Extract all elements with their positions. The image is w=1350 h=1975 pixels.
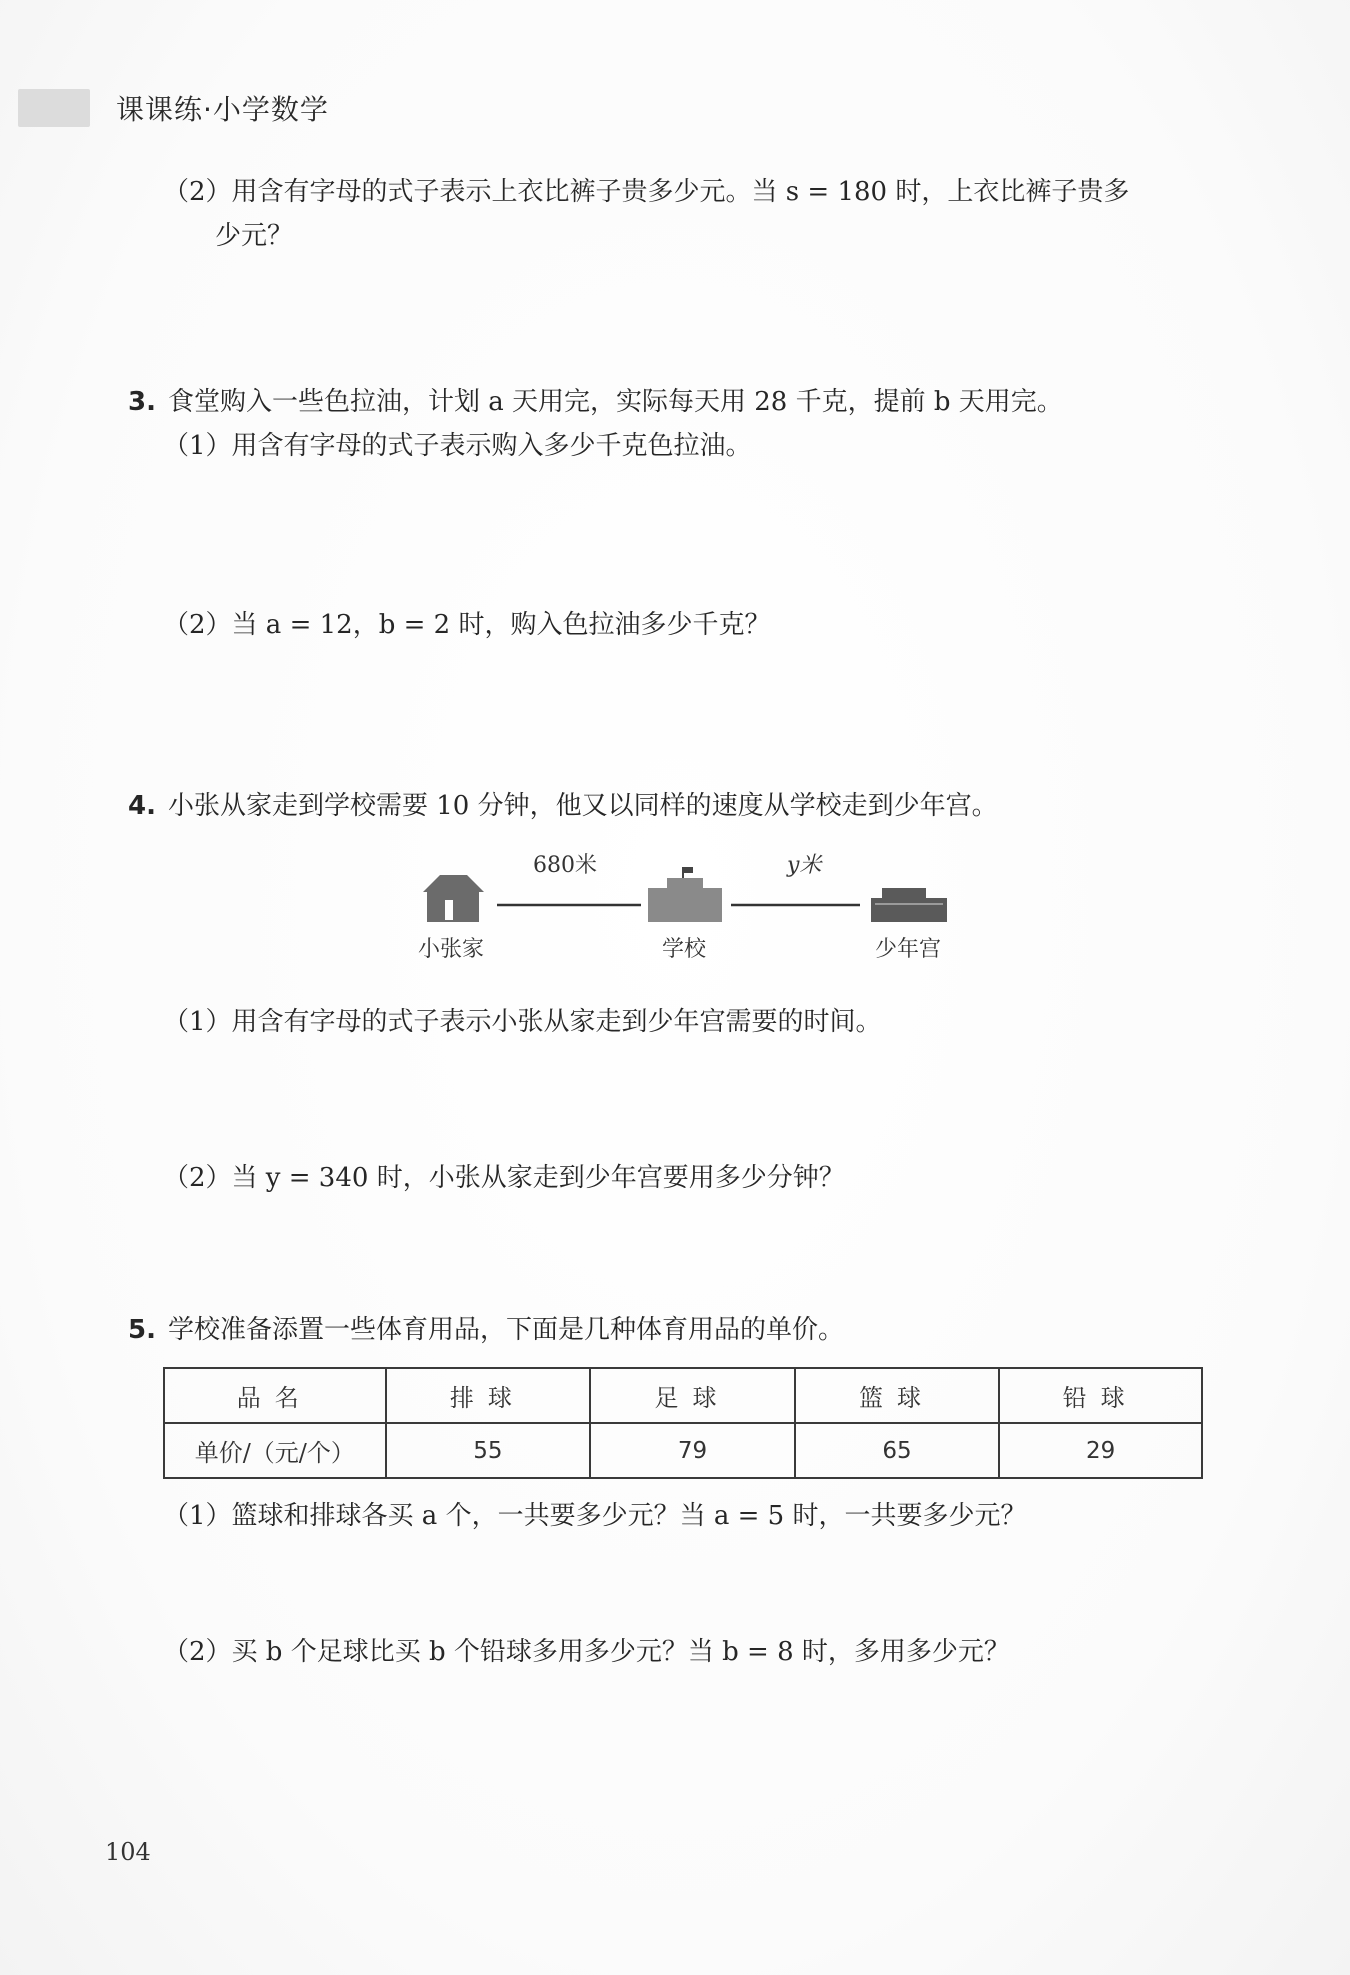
- price-table-header-row: [164, 1368, 1202, 1423]
- question-4: [128, 784, 998, 828]
- question-5-sub2: （2）买 b 个足球比买 b 个铅球多用多少元？当 b = 8 时，多用多少元？: [163, 1637, 1010, 1667]
- route-diagram: [405, 850, 965, 970]
- distance-school-palace: y米: [787, 853, 822, 878]
- question-4-text: 小张从家走到学校需要 10 分钟，他又以同样的速度从学校走到少年宫。: [167, 791, 998, 821]
- price-football: 79: [590, 1423, 795, 1478]
- question-5-sub1: （1）篮球和排球各买 a 个，一共要多少元？当 a = 5 时，一共要多少元？: [163, 1501, 1027, 1531]
- label-school: 学校: [662, 937, 707, 962]
- question-3-sub2: （2）当 a = 12，b = 2 时，购入色拉油多少千克？: [163, 610, 771, 640]
- header-bar: [18, 89, 90, 127]
- row-label-unit-price: 单价/（元/个）: [164, 1423, 386, 1478]
- question-4-number: 4.: [128, 791, 156, 821]
- question-5-number: 5.: [128, 1315, 156, 1345]
- price-basketball: 65: [795, 1423, 1000, 1478]
- carry-over-sub2-line2: 少元？: [215, 221, 294, 251]
- page-number: 104: [105, 1838, 151, 1866]
- price-volleyball: 55: [386, 1423, 591, 1478]
- carry-over-sub2-line1: （2）用含有字母的式子表示上衣比裤子贵多少元。当 s = 180 时，上衣比裤子贵多: [163, 177, 1130, 207]
- price-shot-put: 29: [999, 1423, 1202, 1478]
- header-cell-shot-put: 铅球: [999, 1368, 1202, 1423]
- header-title: 课课练·小学数学: [116, 93, 329, 126]
- price-table: [163, 1367, 1203, 1479]
- youth-palace-icon: [871, 888, 947, 922]
- question-4-sub2: （2）当 y = 340 时，小张从家走到少年宫要用多少分钟？: [163, 1163, 845, 1193]
- label-home: 小张家: [418, 937, 485, 962]
- page-header: [18, 88, 329, 128]
- label-youth-palace: 少年宫: [875, 937, 942, 962]
- question-5: [128, 1308, 844, 1352]
- question-4-sub1: （1）用含有字母的式子表示小张从家走到少年宫需要的时间。: [163, 1007, 882, 1037]
- question-3-text: 食堂购入一些色拉油，计划 a 天用完，实际每天用 28 千克，提前 b 天用完。: [167, 387, 1063, 417]
- question-3-number: 3.: [128, 387, 156, 417]
- question-3-sub1: （1）用含有字母的式子表示购入多少千克色拉油。: [163, 431, 752, 461]
- header-cell-football: 足球: [590, 1368, 795, 1423]
- header-cell-basketball: 篮球: [795, 1368, 1000, 1423]
- header-cell-name: 品名: [164, 1368, 386, 1423]
- header-cell-volleyball: 排球: [386, 1368, 591, 1423]
- distance-home-school: 680米: [533, 853, 597, 878]
- question-5-text: 学校准备添置一些体育用品，下面是几种体育用品的单价。: [167, 1315, 844, 1345]
- price-table-value-row: [164, 1423, 1202, 1478]
- school-icon: [648, 867, 722, 922]
- question-3: [128, 380, 1063, 424]
- house-icon: [423, 875, 484, 922]
